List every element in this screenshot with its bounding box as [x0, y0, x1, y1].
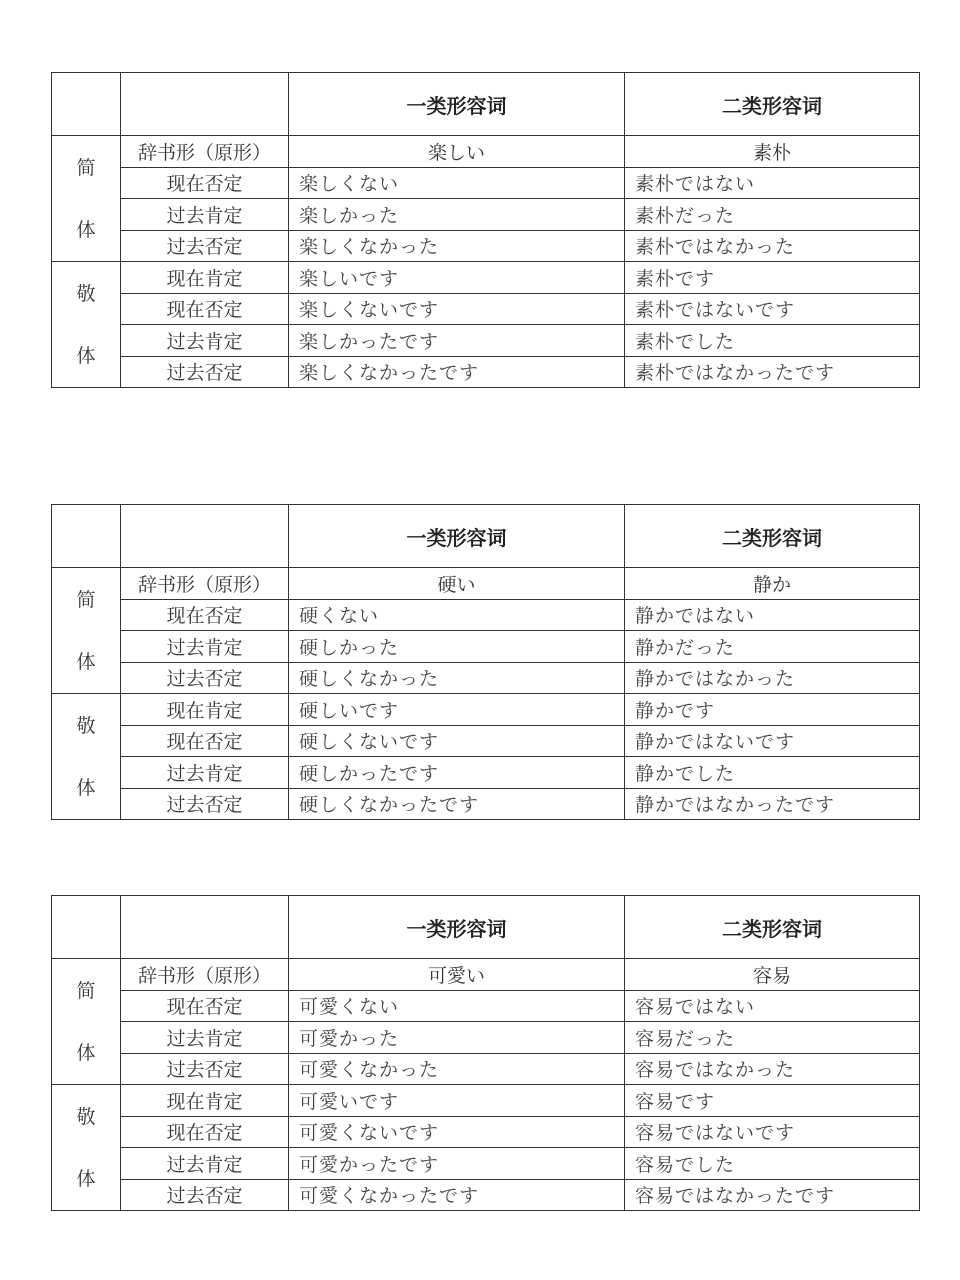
i-adjective-form: 硬しかった	[289, 631, 625, 663]
register-polite: 敬 体	[52, 694, 121, 820]
i-adjective-dictionary: 楽しい	[289, 136, 625, 168]
na-adjective-form: 静かでした	[625, 757, 920, 789]
na-adjective-dictionary: 容易	[625, 959, 920, 991]
register-plain: 简 体	[52, 136, 121, 262]
table-row	[52, 167, 920, 199]
i-adjective-form: 楽しくなかった	[289, 230, 625, 262]
form-label-present-negative: 现在否定	[121, 1116, 289, 1148]
table-row	[52, 136, 920, 168]
table-row	[52, 1179, 920, 1211]
i-adjective-form: 硬しくないです	[289, 725, 625, 757]
form-label-dictionary: 辞书形（原形）	[121, 568, 289, 600]
na-adjective-form: 静かではなかったです	[625, 788, 920, 820]
table-row	[52, 662, 920, 694]
form-label-present-affirmative: 现在肯定	[121, 262, 289, 294]
form-label-present-negative: 现在否定	[121, 990, 289, 1022]
na-adjective-form: 容易ではなかった	[625, 1053, 920, 1085]
i-adjective-form: 硬しくなかったです	[289, 788, 625, 820]
table-row	[52, 356, 920, 388]
na-adjective-form: 素朴です	[625, 262, 920, 294]
i-adjective-form: 楽しかったです	[289, 325, 625, 357]
form-label-past-negative: 过去否定	[121, 788, 289, 820]
form-label-past-negative: 过去否定	[121, 356, 289, 388]
table-header-row	[52, 896, 920, 959]
header-na-adjective: 二类形容词	[625, 73, 920, 136]
header-i-adjective: 一类形容词	[289, 896, 625, 959]
na-adjective-form: 静かではないです	[625, 725, 920, 757]
na-adjective-form: 容易ではない	[625, 990, 920, 1022]
i-adjective-form: 楽しいです	[289, 262, 625, 294]
form-label-past-negative: 过去否定	[121, 230, 289, 262]
form-label-present-affirmative: 现在肯定	[121, 1085, 289, 1117]
header-i-adjective: 一类形容词	[289, 505, 625, 568]
table-row	[52, 990, 920, 1022]
form-label-past-affirmative: 过去肯定	[121, 325, 289, 357]
table-row	[52, 757, 920, 789]
table-row	[52, 325, 920, 357]
i-adjective-form: 可愛かったです	[289, 1148, 625, 1180]
form-label-dictionary: 辞书形（原形）	[121, 136, 289, 168]
register-plain: 简 体	[52, 959, 121, 1085]
table-row	[52, 725, 920, 757]
register-polite: 敬 体	[52, 1085, 121, 1211]
form-label-past-affirmative: 过去肯定	[121, 1022, 289, 1054]
table-row	[52, 568, 920, 600]
table-row	[52, 230, 920, 262]
i-adjective-form: 可愛くない	[289, 990, 625, 1022]
conjugation-table-2	[51, 504, 920, 820]
form-label-past-affirmative: 过去肯定	[121, 1148, 289, 1180]
header-blank-form	[121, 505, 289, 568]
form-label-dictionary: 辞书形（原形）	[121, 959, 289, 991]
i-adjective-form: 可愛くなかった	[289, 1053, 625, 1085]
na-adjective-form: 素朴ではなかったです	[625, 356, 920, 388]
form-label-past-negative: 过去否定	[121, 1179, 289, 1211]
na-adjective-form: 容易です	[625, 1085, 920, 1117]
table-row	[52, 1022, 920, 1054]
na-adjective-form: 素朴だった	[625, 199, 920, 231]
form-label-present-negative: 现在否定	[121, 599, 289, 631]
table-header-row	[52, 73, 920, 136]
i-adjective-form: 楽しくないです	[289, 293, 625, 325]
table-row	[52, 1053, 920, 1085]
i-adjective-form: 硬くない	[289, 599, 625, 631]
na-adjective-dictionary: 静か	[625, 568, 920, 600]
form-label-past-affirmative: 过去肯定	[121, 631, 289, 663]
i-adjective-dictionary: 硬い	[289, 568, 625, 600]
table-row	[52, 199, 920, 231]
table-row	[52, 694, 920, 726]
form-label-past-affirmative: 过去肯定	[121, 199, 289, 231]
na-adjective-dictionary: 素朴	[625, 136, 920, 168]
na-adjective-form: 素朴ではなかった	[625, 230, 920, 262]
na-adjective-form: 静かではなかった	[625, 662, 920, 694]
na-adjective-form: 静かではない	[625, 599, 920, 631]
i-adjective-form: 楽しくなかったです	[289, 356, 625, 388]
header-i-adjective: 一类形容词	[289, 73, 625, 136]
header-blank-register	[52, 505, 121, 568]
na-adjective-form: 静かです	[625, 694, 920, 726]
table-row	[52, 1148, 920, 1180]
na-adjective-form: 容易だった	[625, 1022, 920, 1054]
table-row	[52, 1085, 920, 1117]
i-adjective-form: 可愛くなかったです	[289, 1179, 625, 1211]
table-row	[52, 631, 920, 663]
form-label-present-negative: 现在否定	[121, 293, 289, 325]
i-adjective-form: 可愛いです	[289, 1085, 625, 1117]
na-adjective-form: 容易ではないです	[625, 1116, 920, 1148]
header-blank-register	[52, 73, 121, 136]
form-label-present-negative: 现在否定	[121, 167, 289, 199]
header-na-adjective: 二类形容词	[625, 896, 920, 959]
i-adjective-form: 楽しかった	[289, 199, 625, 231]
na-adjective-form: 素朴でした	[625, 325, 920, 357]
na-adjective-form: 容易ではなかったです	[625, 1179, 920, 1211]
na-adjective-form: 静かだった	[625, 631, 920, 663]
form-label-present-negative: 现在否定	[121, 725, 289, 757]
form-label-past-negative: 过去否定	[121, 1053, 289, 1085]
i-adjective-form: 楽しくない	[289, 167, 625, 199]
table-row	[52, 293, 920, 325]
register-polite: 敬 体	[52, 262, 121, 388]
na-adjective-form: 容易でした	[625, 1148, 920, 1180]
form-label-present-affirmative: 现在肯定	[121, 694, 289, 726]
table-header-row	[52, 505, 920, 568]
i-adjective-form: 可愛くないです	[289, 1116, 625, 1148]
i-adjective-form: 硬しくなかった	[289, 662, 625, 694]
table-row	[52, 959, 920, 991]
table-row	[52, 262, 920, 294]
form-label-past-negative: 过去否定	[121, 662, 289, 694]
na-adjective-form: 素朴ではないです	[625, 293, 920, 325]
form-label-past-affirmative: 过去肯定	[121, 757, 289, 789]
table-row	[52, 1116, 920, 1148]
i-adjective-dictionary: 可愛い	[289, 959, 625, 991]
i-adjective-form: 可愛かった	[289, 1022, 625, 1054]
header-blank-register	[52, 896, 121, 959]
header-blank-form	[121, 73, 289, 136]
table-row	[52, 599, 920, 631]
na-adjective-form: 素朴ではない	[625, 167, 920, 199]
i-adjective-form: 硬しかったです	[289, 757, 625, 789]
register-plain: 简 体	[52, 568, 121, 694]
conjugation-table-1	[51, 72, 920, 388]
table-row	[52, 788, 920, 820]
header-na-adjective: 二类形容词	[625, 505, 920, 568]
conjugation-table-3	[51, 895, 920, 1211]
i-adjective-form: 硬しいです	[289, 694, 625, 726]
header-blank-form	[121, 896, 289, 959]
